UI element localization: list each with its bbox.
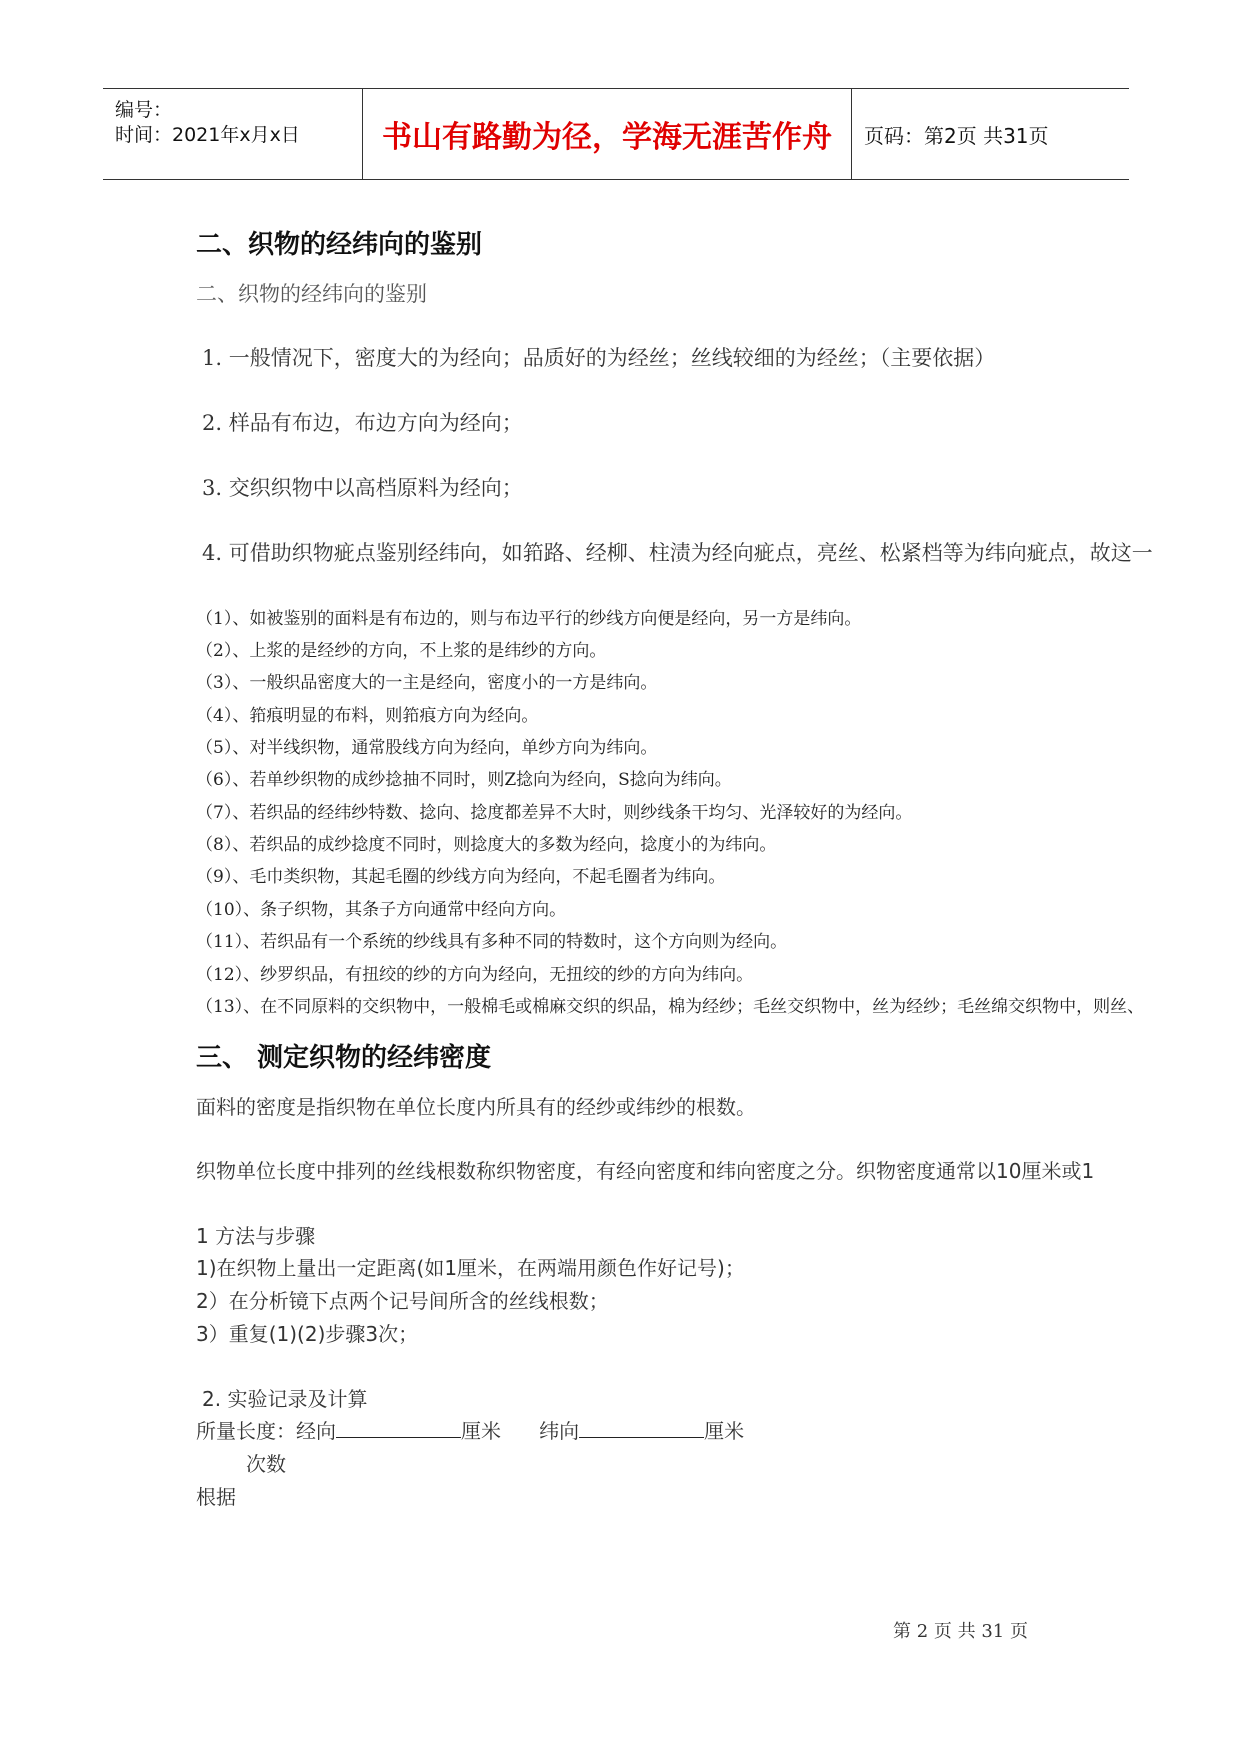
rule-item: （5）、对半线织物，通常股线方向为经向，单纱方向为纬向。 — [196, 738, 658, 758]
rule-item: （6）、若单纱织物的成纱捻抽不同时，则Z捻向为经向，S捻向为纬向。 — [196, 770, 732, 790]
header-meta-cell — [103, 89, 363, 179]
point-1: 1. 一般情况下，密度大的为经向；品质好的为经丝；丝线较细的为经丝；（主要依据） — [202, 346, 996, 370]
measure-line — [196, 1415, 744, 1444]
header-motto: 书山有路勤为径，学海无涯苦作舟 — [363, 89, 852, 179]
record-title: 2. 实验记录及计算 — [202, 1387, 368, 1411]
point-2: 2. 样品有布边，布边方向为经向； — [202, 411, 523, 435]
rule-item: （13）、在不同原料的交织物中，一般棉毛或棉麻交织的织品，棉为经纱；毛丝交织物中，丝为经纱；毛丝绵交织物中，则丝、 — [196, 997, 1145, 1017]
method-step-3: 3）重复(1)(2)步骤3次； — [196, 1322, 419, 1346]
rule-item: （10）、条子织物，其条子方向通常中经向方向。 — [196, 900, 567, 920]
rule-item: （12）、纱罗织品，有扭绞的纱的方向为经向，无扭绞的纱的方向为纬向。 — [196, 965, 754, 985]
rule-item: （11）、若织品有一个系统的纱线具有多种不同的特数时，这个方向则为经向。 — [196, 932, 788, 952]
weft-length-blank[interactable] — [579, 1417, 704, 1438]
method-title: 1 方法与步骤 — [196, 1224, 316, 1248]
basis-label: 根据 — [196, 1485, 236, 1509]
header-page-code: 页码：第2页 共31页 — [864, 123, 1049, 148]
density-definition: 面料的密度是指织物在单位长度内所具有的经纱或纬纱的根数。 — [196, 1095, 756, 1119]
section2-heading: 二、织物的经纬向的鉴别 — [196, 230, 483, 260]
section3-heading: 三、 测定织物的经纬密度 — [196, 1043, 492, 1073]
rule-item: （8）、若织品的成纱捻度不同时，则捻度大的多数为经向，捻度小的为纬向。 — [196, 835, 777, 855]
count-label: 次数 — [246, 1452, 286, 1476]
rule-item: （1）、如被鉴别的面料是有布边的，则与布边平行的纱线方向便是经向，另一方是纬向。 — [196, 609, 862, 629]
rule-item: （3）、一般织品密度大的一主是经向，密度小的一方是纬向。 — [196, 673, 658, 693]
rule-item: （2）、上浆的是经纱的方向，不上浆的是纬纱的方向。 — [196, 641, 607, 661]
density-description: 织物单位长度中排列的丝线根数称织物密度，有经向密度和纬向密度之分。织物密度通常以10厘米或1 — [196, 1159, 1095, 1183]
document-header — [103, 88, 1129, 180]
rule-item: （7）、若织品的经纬纱特数、捻向、捻度都差异不大时，则纱线条干均匀、光泽较好的为经向。 — [196, 803, 913, 823]
warp-length-label: 所量长度：经向 — [196, 1419, 336, 1443]
point-4: 4. 可借助织物疵点鉴别经纬向，如筘路、经柳、柱渍为经向疵点，亮丝、松紧档等为纬向疵点，故这一 — [202, 541, 1153, 565]
page-footer: 第 2 页 共 31 页 — [893, 1621, 1028, 1642]
time-label: 时间：2021年x月x日 — [115, 124, 300, 146]
weft-unit: 厘米 — [704, 1419, 745, 1443]
warp-unit: 厘米 — [461, 1419, 501, 1443]
weft-length-label: 纬向 — [539, 1419, 580, 1443]
rule-item: （4）、筘痕明显的布料，则筘痕方向为经向。 — [196, 706, 539, 726]
section2-subheading: 二、织物的经纬向的鉴别 — [196, 282, 427, 306]
point-3: 3. 交织织物中以高档原料为经向； — [202, 476, 523, 500]
serial-label: 编号： — [115, 99, 173, 121]
rule-item: （9）、毛巾类织物，其起毛圈的纱线方向为经向，不起毛圈者为纬向。 — [196, 867, 726, 887]
method-step-1: 1)在织物上量出一定距离(如1厘米，在两端用颜色作好记号)； — [196, 1256, 745, 1280]
warp-length-blank[interactable] — [336, 1417, 461, 1438]
method-step-2: 2）在分析镜下点两个记号间所含的丝线根数； — [196, 1289, 609, 1313]
